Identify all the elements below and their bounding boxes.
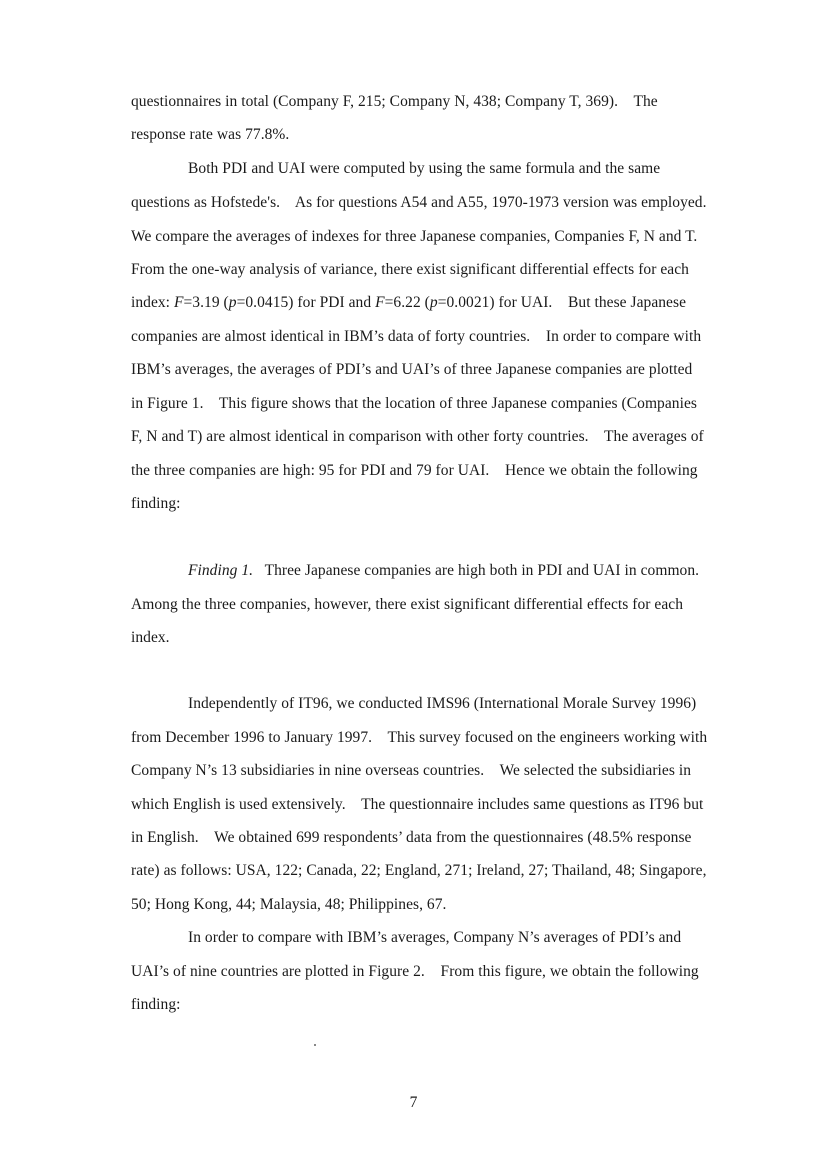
paragraph-line: F, N and T) are almost identical in comparison with other forty countries. The averages of [131,428,704,445]
italic-symbol: F [173,294,184,311]
paragraph-line: We compare the averages of indexes for three Japanese companies, Companies F, N and T. [131,228,698,245]
paragraph-line: Independently of IT96, we conducted IMS96 (International Morale Survey 1996) [188,695,697,712]
paragraph-line: from December 1996 to January 1997. This survey focused on the engineers working with [131,729,708,746]
paragraph-line: questionnaires in total (Company F, 215; Company N, 438; Company T, 369). The [131,93,658,110]
text-run: =0.0021) for UAI. But these Japanese [437,294,687,311]
paragraph-line: UAI’s of nine countries are plotted in Figure 2. From this figure, we obtain the following [131,963,699,980]
text-run: index: [131,294,174,311]
paragraph-line: response rate was 77.8%. [131,126,290,143]
finding-line: Among the three companies, however, there exist significant differential effects for each [131,596,683,613]
paragraph-line: which English is used extensively. The questionnaire includes same questions as IT96 but [131,796,704,813]
paragraph-line: finding: [131,495,181,512]
italic-symbol: p [429,294,438,311]
paragraph-line: in Figure 1. This figure shows that the location of three Japanese companies (Companies [131,395,697,412]
scan-speck [314,1044,316,1046]
paragraph-line: finding: [131,996,181,1013]
paragraph-line: From the one-way analysis of variance, there exist significant differential effects for each [131,261,689,278]
paragraph-line: In order to compare with IBM’s averages, Company N’s averages of PDI’s and [188,929,682,946]
italic-symbol: p [228,294,237,311]
italic-symbol: F [375,294,385,311]
paragraph-line: rate) as follows: USA, 122; Canada, 22; England, 271; Ireland, 27; Thailand, 48; Singapore, [131,862,707,879]
paragraph-line: in English. We obtained 699 respondents’ data from the questionnaires (48.5% response [131,829,692,846]
paragraph-line: Company N’s 13 subsidiaries in nine overseas countries. We selected the subsidiaries in [131,762,691,779]
text-run: =0.0415) for PDI and [236,294,376,311]
paragraph-line: the three companies are high: 95 for PDI and 79 for UAI. Hence we obtain the following [131,462,698,479]
text-run: =6.22 ( [384,294,430,311]
finding-line [188,561,699,581]
text-run: =3.19 ( [183,294,229,311]
paragraph-line-statistics [131,293,686,313]
paragraph-line: Both PDI and UAI were computed by using the same formula and the same [188,160,661,177]
finding-line: index. [131,629,170,646]
finding-label: Finding 1. [188,562,254,579]
page-number: 7 [409,1094,418,1111]
paragraph-line: IBM’s averages, the averages of PDI’s and UAI’s of three Japanese companies are plotted [131,361,693,378]
paragraph-line: 50; Hong Kong, 44; Malaysia, 48; Philippines, 67. [131,896,447,913]
paragraph-line: questions as Hofstede's. As for questions A54 and A55, 1970-1973 version was employed. [131,194,707,211]
text-run: Three Japanese companies are high both in PDI and UAI in common. [253,562,700,579]
paragraph-line: companies are almost identical in IBM’s data of forty countries. In order to compare with [131,328,702,345]
